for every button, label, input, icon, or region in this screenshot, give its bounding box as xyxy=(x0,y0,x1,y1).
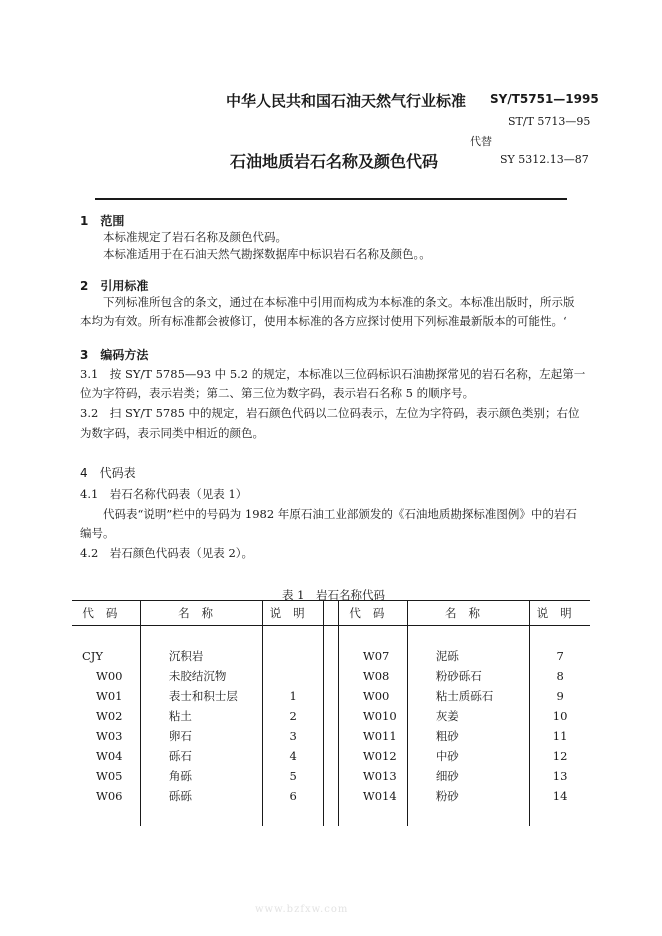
name-cell: 角砾 xyxy=(140,766,262,786)
code-cell: W012 xyxy=(338,746,407,766)
rock-name-code-table xyxy=(72,600,590,826)
code-cell: CJY xyxy=(72,646,140,666)
name-cell: 粉砂 xyxy=(407,786,529,806)
section-1-line: 本标准适用于在石油天然气勘探数据库中标识岩石名称及颜色。。 xyxy=(103,247,431,261)
section-3-heading: 3 编码方法 xyxy=(80,348,149,362)
note-cell xyxy=(263,666,324,686)
section-3-line: 3.2 扫 SY/T 5785 中的规定，岩石颜色代码以二位码表示，左位为字符码，表示颜色类别；右位 xyxy=(80,406,580,420)
note-cell: 8 xyxy=(556,669,564,683)
code-cell: W05 xyxy=(72,766,140,786)
code-cell: W01 xyxy=(72,686,140,706)
note-cell: 9 xyxy=(556,689,564,703)
table-row xyxy=(72,646,590,666)
name-cell: 中砂 xyxy=(407,746,529,766)
code-cell: W06 xyxy=(72,786,140,806)
section-3-line: 为数字码，表示同类中相近的颜色。 xyxy=(80,426,264,440)
section-4-line: 4.1 岩石名称代码表（见表 1） xyxy=(80,487,248,501)
table-row xyxy=(72,746,590,766)
column-header-note: 说明 xyxy=(263,601,324,626)
header-divider xyxy=(95,198,567,200)
code-cell: W010 xyxy=(338,706,407,726)
replaced-standard-2: SY 5312.13—87 xyxy=(500,153,589,166)
section-2-line: 本均为有效。所有标准都会被修订，使用本标准的各方应探讨使用下列标准最新版本的可能性。‘ xyxy=(80,314,567,328)
code-cell: W08 xyxy=(338,666,407,686)
column-header-code: 代码 xyxy=(72,601,140,626)
table-row xyxy=(72,686,590,706)
standard-code: SY/T5751—1995 xyxy=(490,92,599,106)
table-row xyxy=(72,786,590,806)
name-cell: 泥砾 xyxy=(407,646,529,666)
table-header-row xyxy=(72,601,590,626)
replaced-standard-1: ST/T 5713—95 xyxy=(508,115,591,128)
name-cell: 卵石 xyxy=(140,726,262,746)
column-header-code: 代码 xyxy=(338,601,407,626)
table-caption: 表 1 岩石名称代码 xyxy=(282,588,385,602)
standard-category-title: 中华人民共和国石油天然气行业标准 xyxy=(226,92,467,110)
note-cell: 14 xyxy=(552,789,568,803)
code-cell: W04 xyxy=(72,746,140,766)
section-2-line: 下列标准所包含的条文，通过在本标准中引用而构成为本标准的条文。本标准出版时，所示版 xyxy=(103,295,575,309)
code-cell: W00 xyxy=(72,666,140,686)
document-title: 石油地质岩石名称及颜色代码 xyxy=(230,152,439,171)
section-4-line: 编号。 xyxy=(80,526,115,540)
section-4-line: 代码表“说明”栏中的号码为 1982 年原石油工业部颁发的《石油地质勘探标准图例》中的岩石 xyxy=(103,507,577,521)
note-cell: 4 xyxy=(263,746,324,766)
column-header-note: 说明 xyxy=(530,601,590,626)
replaces-label: 代替 xyxy=(470,135,492,148)
note-cell xyxy=(263,646,324,666)
code-cell: W014 xyxy=(338,786,407,806)
name-cell: 粗砂 xyxy=(407,726,529,746)
name-cell: 灰姜 xyxy=(407,706,529,726)
table-row xyxy=(72,766,590,786)
section-3-line: 位为字符码，表示岩类；第二、第三位为数字码，表示岩石名称 5 的顺序号。 xyxy=(80,386,475,400)
name-cell: 沉积岩 xyxy=(140,646,262,666)
section-2-heading: 2 引用标准 xyxy=(80,279,149,293)
table-row xyxy=(72,706,590,726)
table-spacer-row xyxy=(72,806,590,826)
code-cell: W02 xyxy=(72,706,140,726)
note-cell: 3 xyxy=(263,726,324,746)
table-row xyxy=(72,666,590,686)
note-cell: 7 xyxy=(556,649,564,663)
code-cell: W011 xyxy=(338,726,407,746)
code-cell: W013 xyxy=(338,766,407,786)
section-4-line: 4.2 岩石颜色代码表（见表 2）。 xyxy=(80,546,254,560)
name-cell: 粘土 xyxy=(140,706,262,726)
note-cell: 11 xyxy=(552,729,568,743)
table-spacer-row xyxy=(72,626,590,647)
name-cell: 砾石 xyxy=(140,746,262,766)
watermark: www.bzfxw.com xyxy=(255,904,349,915)
section-3-line: 3.1 按 SY/T 5785—93 中 5.2 的规定，本标准以三位码标识石油勘探常见的岩石名称，左起第一 xyxy=(80,367,586,381)
name-cell: 未胶结沉物 xyxy=(140,666,262,686)
section-1-heading: 1 范围 xyxy=(80,214,125,228)
name-cell: 砾砾 xyxy=(140,786,262,806)
note-cell: 1 xyxy=(263,686,324,706)
note-cell: 5 xyxy=(263,766,324,786)
table-row xyxy=(72,726,590,746)
name-cell: 表士和积士层 xyxy=(140,686,262,706)
note-cell: 2 xyxy=(263,706,324,726)
name-cell: 细砂 xyxy=(407,766,529,786)
section-4-heading: 4 代码表 xyxy=(80,466,136,480)
column-header-name: 名称 xyxy=(407,601,529,626)
note-cell: 6 xyxy=(263,786,324,806)
section-1-line: 本标准规定了岩石名称及颜色代码。 xyxy=(103,230,287,244)
note-cell: 13 xyxy=(552,769,568,783)
note-cell: 10 xyxy=(552,709,568,723)
code-cell: W03 xyxy=(72,726,140,746)
name-cell: 粉砂砾石 xyxy=(407,666,529,686)
code-cell: W07 xyxy=(338,646,407,666)
table-double-divider xyxy=(324,601,339,626)
column-header-name: 名称 xyxy=(140,601,262,626)
code-cell: W00 xyxy=(338,686,407,706)
name-cell: 粘士质砾石 xyxy=(407,686,529,706)
note-cell: 12 xyxy=(552,749,568,763)
